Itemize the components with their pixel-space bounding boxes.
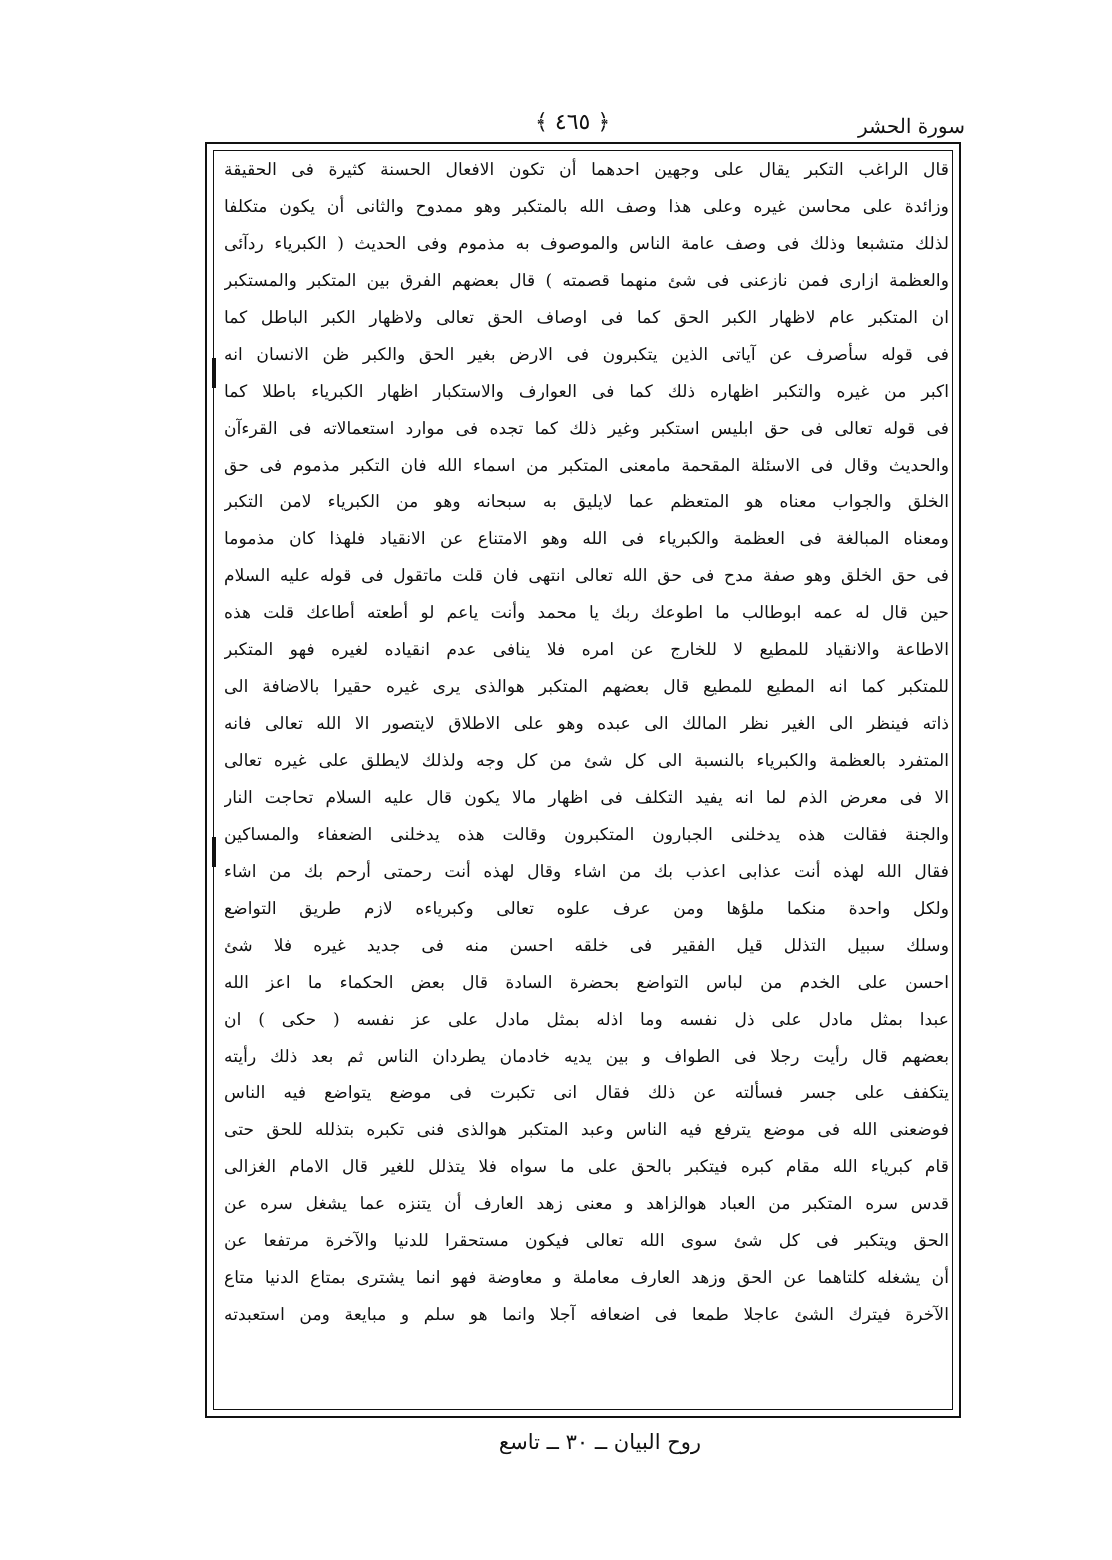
text-line: ان المتكبر عام لاظهار الكبر الحق كما فى اوصاف الحق تعالى ولاظهار الكبر الباطل كما: [224, 307, 949, 328]
body-text: [224, 152, 949, 1414]
page-header: [205, 110, 965, 144]
text-line: عبدا بمثل مادل على ذل نفسه وما اذله بمثل مادل على عز نفسه ( حكى ) ان: [224, 1009, 949, 1030]
text-line: قال الراغب التكبر يقال على وجهين احدهما أن تكون الافعال الحسنة كثيرة فى الحقيقة: [224, 160, 949, 180]
text-line: يتكفف على جسر فسألته عن ذلك فقال انى تكبرت فى موضع يتواضع فيه الناس: [224, 1083, 949, 1104]
text-line: فى حق الخلق وهو صفة مدح فى حق الله تعالى انتهى فان قلت ماتقول فى قوله عليه السلام: [224, 566, 949, 587]
text-line: قدس سره المتكبر من العباد هوالزاهد و معنى زهد العارف أن يتنزه عما يشغل سره عن: [224, 1194, 949, 1215]
text-line: قام كبرياء الله مقام كبره فيتكبر بالحق على ما سواه فلا يتذلل للغير قال الامام الغزالى: [224, 1157, 949, 1178]
text-line: احسن على الخدم من لباس التواضع بحضرة السادة قال بعض الحكماء ما اعز الله: [224, 972, 949, 993]
page-number: ﴿ ٤٦٥ ﴾: [535, 110, 611, 135]
text-line: والعظمة ازارى فمن نازعنى فى شئ منهما قصمته ) قال بعضهم الفرق بين المتكبر والمستكبر: [224, 270, 949, 291]
text-line: أن يشغله كلتاهما عن الحق وزهد العارف معاملة و معاوضة فهو انما يشترى بمتاع الدنيا متاع: [224, 1268, 949, 1289]
text-line: ومعناه المبالغة فى العظمة والكبرياء فى الله وهو الامتناع عن الانقياد فلهذا كان مذموما: [224, 529, 949, 550]
text-line: الخلق والجواب معناه هو المتعظم عما لايليق به سبحانه وهو من الكبرياء لامن التكبر: [224, 492, 949, 513]
footer-signature: روح البيان ــ ٣٠ ــ تاسع: [498, 1430, 702, 1454]
text-line: الآخرة فيترك الشئ عاجلا طمعا فى اضعافه آجلا وانما هو سلم و مبايعة ومن استعبدته: [224, 1305, 949, 1326]
text-line: فى قوله تعالى فى حق ابليس استكبر وغير ذلك كما تجده فى موارد استعمالاته فى القرءآن: [224, 418, 949, 439]
text-line: اكبر من غيره والتكبر اظهاره ذلك كما فى العوارف والاستكبار اظهار الكبرياء باطلا كما: [224, 381, 949, 402]
text-line: فقال الله لهذه أنت عذابى اعذب بك من اشاء وقال لهذه أنت رحمتى أرحم بك من اشاء: [224, 861, 949, 882]
text-line: لذلك متشبعا وذلك فى وصف عامة الناس والموصوف به مذموم وفى الحديث ( الكبرياء ردآئى: [224, 233, 949, 254]
text-line: الا فى معرض الذم لما انه يفيد التكلف فى اظهار مالا يكون قال عليه السلام تحاجت النار: [224, 787, 949, 808]
text-line: وسلك سبيل التذلل قيل الفقير فى خلقه احسن منه فى جديد غيره فلا شئ: [224, 935, 949, 956]
text-line: وزائدة على محاسن غيره وعلى هذا وصف الله بالمتكبر وهو ممدوح والثانى أن يكون متكلفا: [224, 196, 949, 217]
text-line: فوضعنى الله فى موضع يترفع فيه الناس وعبد المتكبر هوالذى فنى تكبره بتذلله للحق حتى: [224, 1120, 949, 1141]
text-line: والجنة فقالت هذه يدخلنى الجبارون المتكبرون وقالت هذه يدخلنى الضعفاء والمساكين: [224, 824, 949, 845]
text-line: والحديث وقال فى الاسئلة المقحمة مامعنى المتكبر من اسماء الله فان التكبر مذموم فى حق: [224, 455, 949, 476]
margin-mark: [212, 837, 216, 867]
surah-title: سورة الحشر: [857, 114, 965, 138]
text-line: المتفرد بالعظمة والكبرياء بالنسبة الى كل شئ من كل وجه ولذلك لايطلق على غيره تعالى: [224, 751, 949, 771]
text-line: بعضهم قال رأيت رجلا فى الطواف و بين يديه خادمان يطردان الناس ثم بعد ذلك رأيته: [224, 1046, 949, 1067]
text-line: الحق ويتكبر فى كل شئ سوى الله تعالى فيكون مستحقرا للدنيا والآخرة مرتفعا عن: [224, 1231, 949, 1252]
text-line: ولكل واحدة منكما ملؤها ومن عرف علوه تعالى وكبرياءه لازم طريق التواضع: [224, 898, 949, 919]
margin-mark: [212, 358, 216, 388]
text-line: فى قوله سأصرف عن آياتى الذين يتكبرون فى الارض بغير الحق والكبر ظن الانسان انه: [224, 344, 949, 365]
text-line: حين قال له عمه ابوطالب ما اطوعك ربك يا محمد وأنت ياعم لو أطعته أطاعك قلت هذه: [224, 603, 949, 624]
text-line: ذاته فينظر الى الغير نظر المالك الى عبده وهو على الاطلاق لايتصور الا الله تعالى فانه: [224, 714, 949, 735]
text-line: الاطاعة والانقياد للمطيع لا للخارج عن امره فلا ينافى عدم انقياده لغيره فهو المتكبر: [224, 640, 949, 661]
text-line: للمتكبر كما انه المطيع للمطيع قال بعضهم المتكبر هوالذى يرى غيره حقيرا بالاضافة الى: [224, 677, 949, 698]
